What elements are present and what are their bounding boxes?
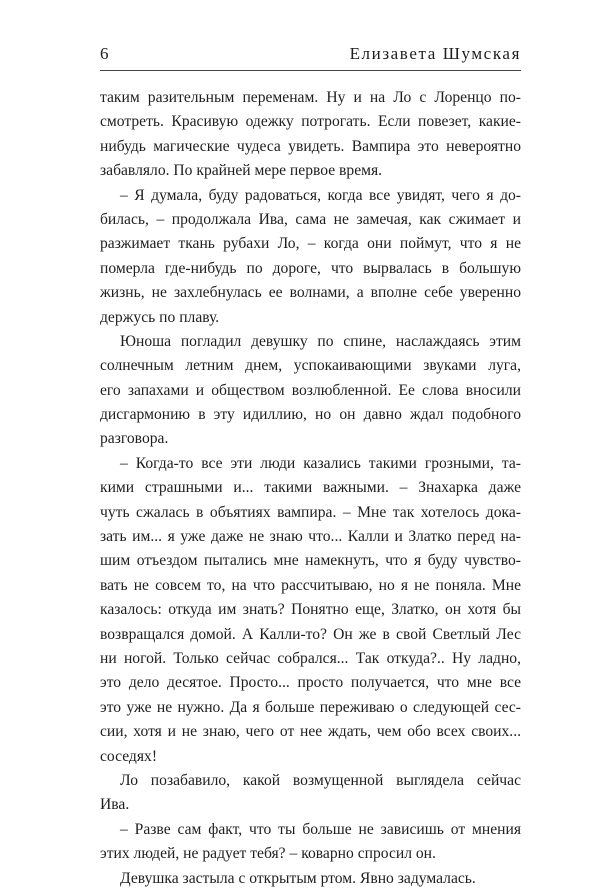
text-line: забавляло. По крайней мере первое время. [100,162,383,180]
text-line: – Я думала, буду радоваться, когда все увидят, чего я до- [120,186,521,204]
text-line: померла где-нибудь по дороге, что вырвалась в большую [100,259,521,277]
text-line: возвращался домой. А Калли-то? Он же в свой Светлый Лес [100,625,521,643]
text-line: разжимает ткань рубахи Ло, – когда они поймут, что я не [100,235,521,253]
header-rule [100,70,521,71]
text-line: соседях! [100,747,158,765]
text-line: Юноша погладил девушку по спине, наслаждаясь этим [120,332,521,350]
text-line: шим отъездом пытались мне намекнуть, что я буду чувство- [100,552,521,570]
text-line: Девушка застыла с открытым ртом. Явно задумалась. [120,869,476,887]
text-line: вать не совсем то, на что рассчитываю, но я не поняла. Мне [100,576,521,594]
text-line: дисгармонию в эту идиллию, но он давно ждал подобного [100,406,521,424]
text-line: жизнь, не захлебнулась ее волнами, а вполне себе уверенно [100,284,521,302]
text-line: это уже не нужно. Да я больше переживаю о следующей сес- [100,698,521,716]
text-line: ни ногой. Только сейчас собрался... Так откуда?.. Ну ладно, [100,649,521,667]
body-text [100,86,521,891]
text-line: этих людей, не радует тебя? – коварно спросил он. [100,845,436,863]
text-line: смотреть. Красивую одежку потрогать. Если повезет, какие- [100,113,521,131]
text-line: Ива. [100,796,130,814]
running-title-author: Елизавета Шумская [349,44,521,63]
text-line: зать им... я уже даже не знаю что... Калли и Златко перед на- [100,528,521,546]
text-line: сии, хотя и не знаю, чего от нее ждать, чем обо всех своих... [100,723,521,741]
text-line: это дело десятое. Просто... просто получается, что мне все [100,674,521,692]
page-number: 6 [100,44,109,63]
text-line: билась, – продолжала Ива, сама не замечая, как сжимает и [100,210,521,228]
text-line: – Когда-то все эти люди казались такими грозными, та- [120,454,521,472]
text-line: его запахами и обществом возлюбленной. Ее слова вносили [100,381,521,399]
text-line: разговора. [100,430,169,448]
text-line: чуть сжалась в объятиях вампира. – Мне так хотелось дока- [100,503,521,521]
text-line: – Разве сам факт, что ты больше не зависишь от мнения [120,820,521,838]
text-line: кими страшными и... такими важными. – Знахарка даже [100,479,521,497]
text-line: Ло позабавило, какой возмущенной выглядела сейчас [120,771,521,789]
text-line: таким разительным переменам. Ну и на Ло с Лоренцо по- [100,89,521,106]
text-line: солнечным летним днем, успокаивающими звуками луга, [100,357,521,375]
text-line: нибудь магические чудеса увидеть. Вампира это невероятно [100,137,521,155]
page-header [100,44,521,68]
text-line: держусь по плаву. [100,308,220,326]
text-line: казалось: откуда им знать? Понятно еще, Златко, он хотя бы [100,601,521,619]
